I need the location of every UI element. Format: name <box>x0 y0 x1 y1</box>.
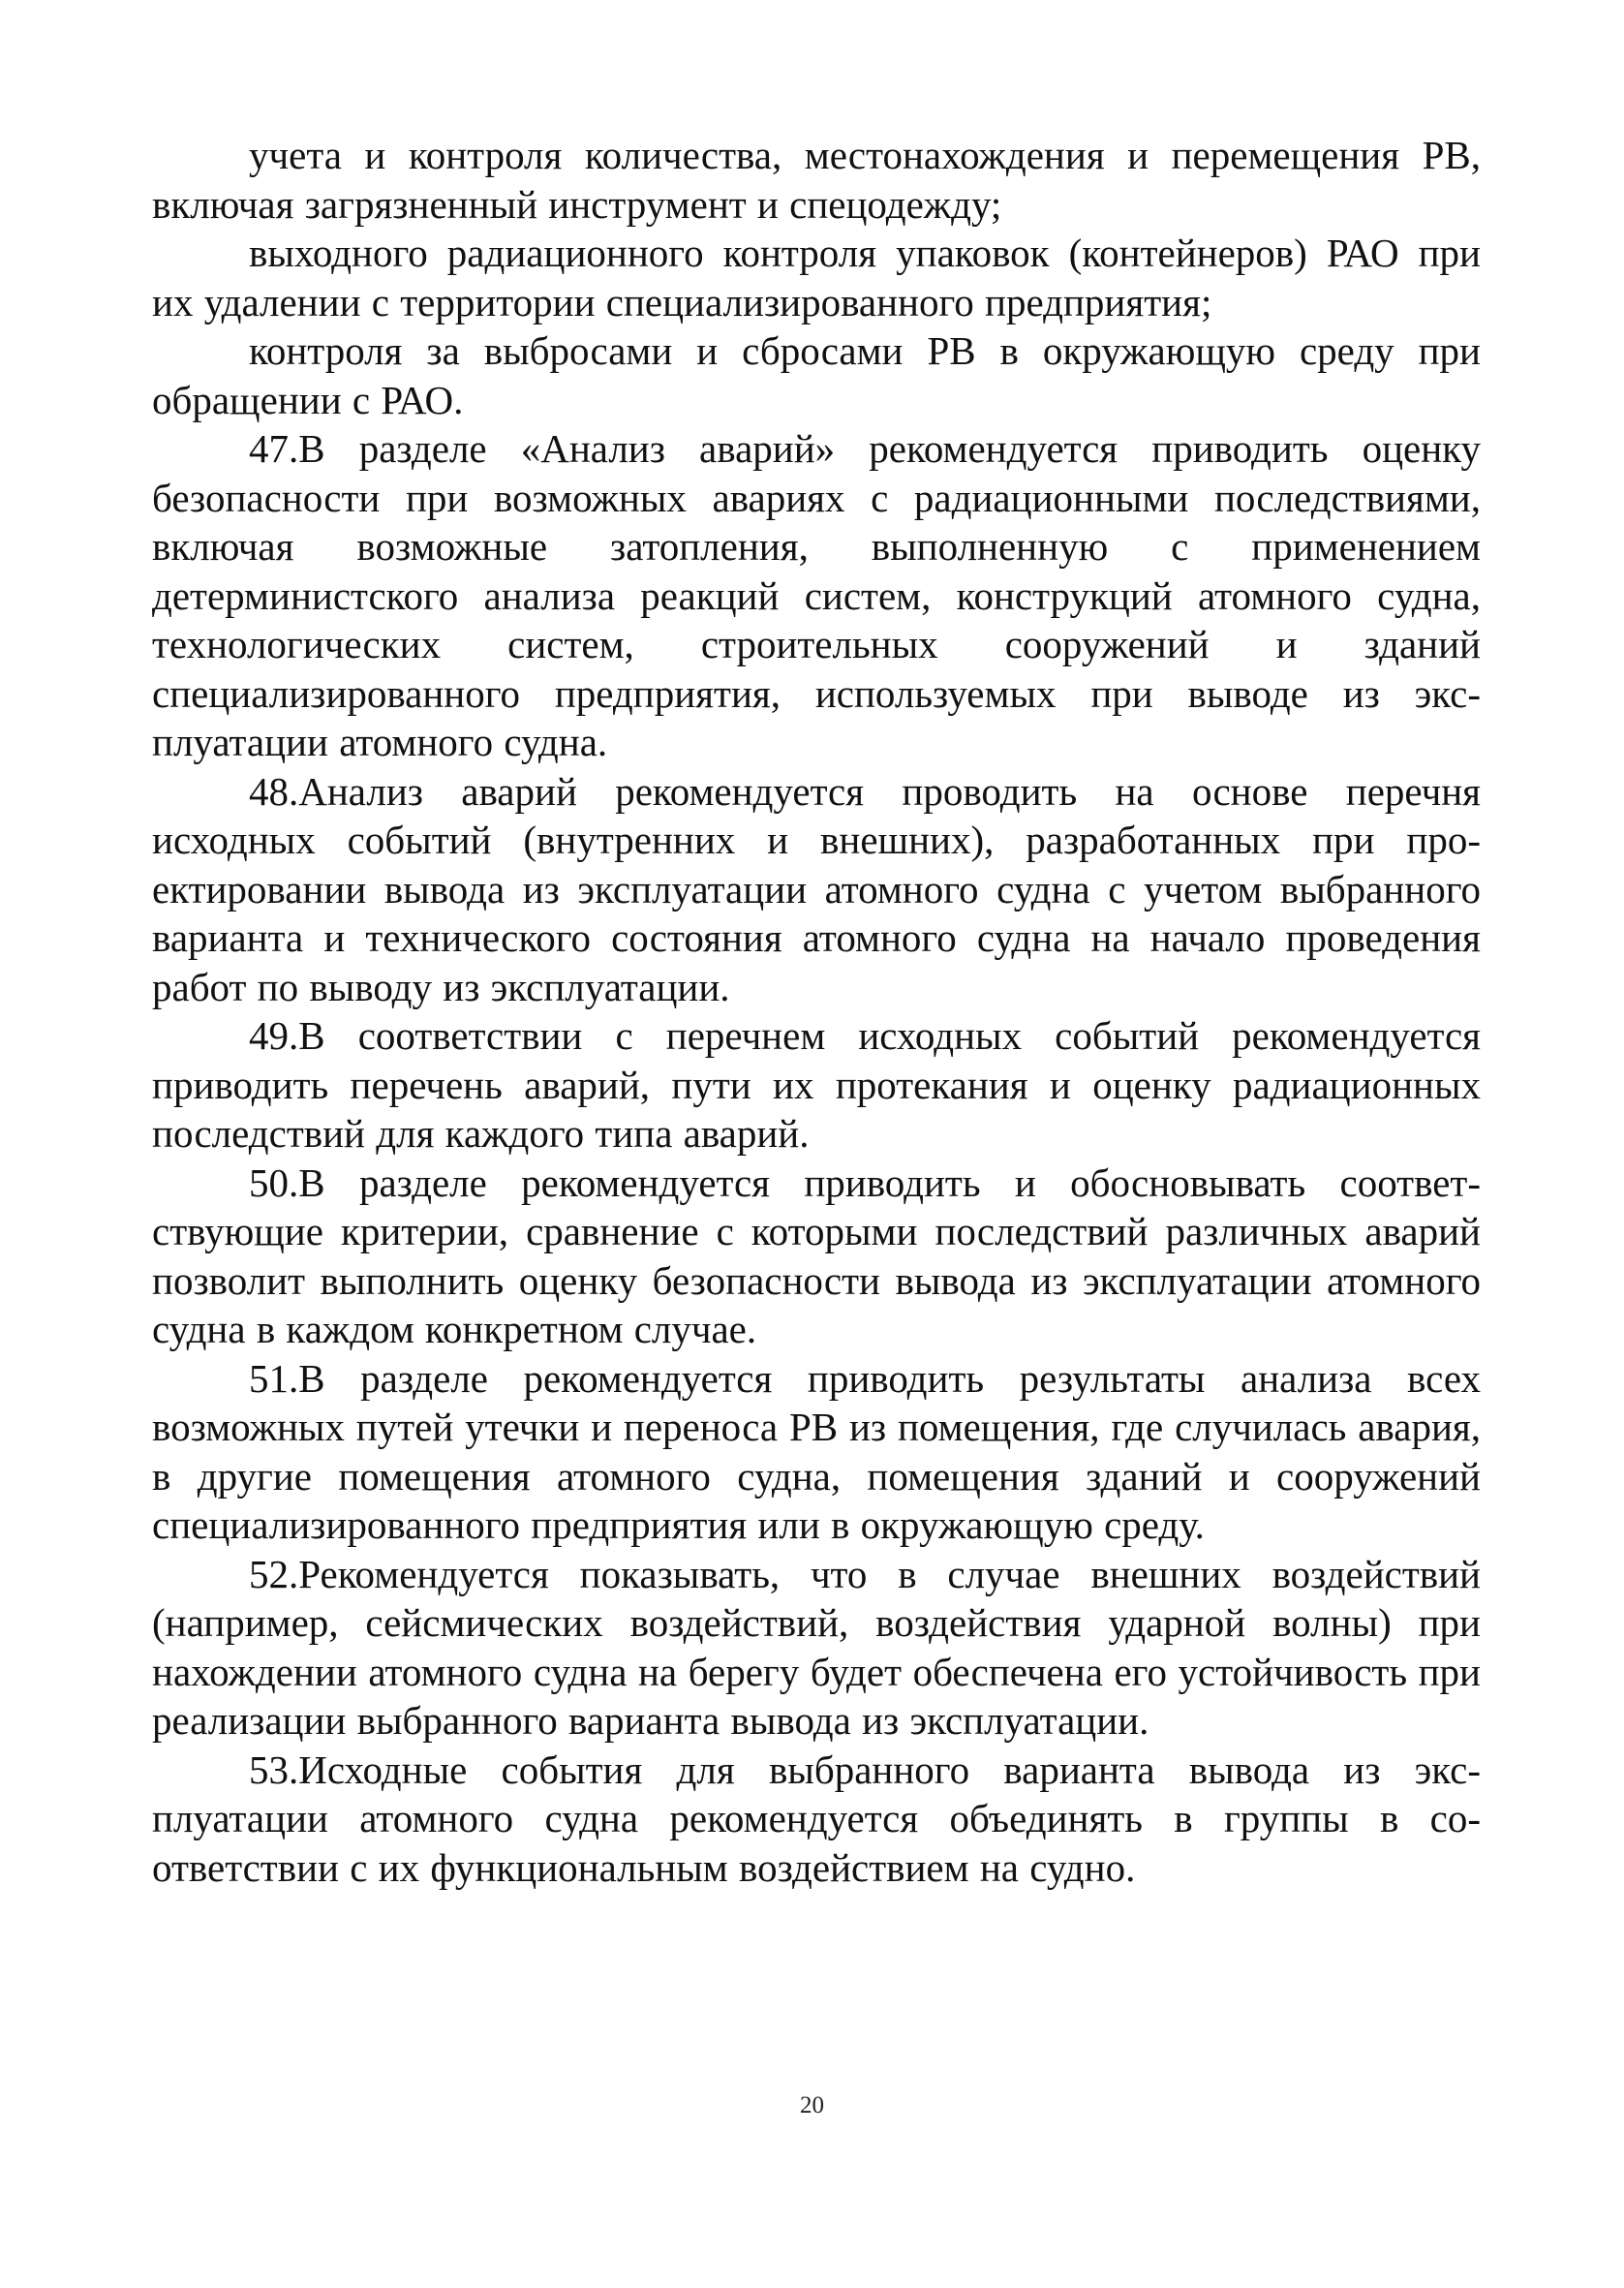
paragraph-52: 52.Рекомендуется показывать, что в случае внешних воздействий (например, сейсмических воздействий, воздействия ударной волны) при нахождении атомного судна на берегу будет обеспечена его устойчивость при реализации выбранного варианта вывода из эксплуатации. <box>152 1551 1481 1743</box>
paragraph-emissions-control: контроля за выбросами и сбросами РВ в окружающую среду при обращении с РАО. <box>152 328 1481 422</box>
paragraph-continuation-accounting: учета и контроля количества, местонахождения и перемещения РВ, включая загрязненный инструмент и спецодежду; <box>152 133 1481 227</box>
page-number: 20 <box>800 2092 824 2118</box>
paragraph-50: 50.В разделе рекомендуется приводить и обосновывать соответствующие критерии, сравнение с которыми последствий различных аварий позволит выполнить оценку безопасности вывода из эксплуатации атомного судна в каждом конкретном случае. <box>152 1159 1481 1351</box>
paragraph-51: 51.В разделе рекомендуется приводить результаты анализа всех возможных путей утечки и переноса РВ из помещения, где случилась авария, в другие помещения атомного судна, помещения зданий и сооружений специализированного предприятия или в окружающую среду. <box>152 1355 1481 1547</box>
paragraph-47: 47.В разделе «Анализ аварий» рекомендуется приводить оценку безопасности при возможных авариях с радиационными последствиями, включая возможные затопления, выполненную с применением детерминистского анализа реакций систем, конструкций атомного судна, технологических систем, строительных сооружений и зданий специализированного предприятия, используемых при выводе из эксплуатации атомного судна. <box>152 426 1481 764</box>
paragraph-53: 53.Исходные события для выбранного варианта вывода из эксплуатации атомного судна рекомендуется объединять в группы в соответствии с их функциональным воздействием на судно. <box>152 1747 1481 1890</box>
paragraph-output-control: выходного радиационного контроля упаковок (контейнеров) РАО при их удалении с территории специализированного предприятия; <box>152 231 1481 325</box>
body-text <box>152 131 1481 1892</box>
paragraph-48: 48.Анализ аварий рекомендуется проводить на основе перечня исходных событий (внутренних и внешних), разработанных при проектировании вывода из эксплуатации атомного судна с учетом выбранного варианта и технического состояния атомного судна на начало проведения работ по выводу из эксплуатации. <box>152 768 1481 1009</box>
paragraph-49: 49.В соответствии с перечнем исходных событий рекомендуется приводить перечень аварий, пути их протекания и оценку радиационных последствий для каждого типа аварий. <box>152 1013 1481 1156</box>
